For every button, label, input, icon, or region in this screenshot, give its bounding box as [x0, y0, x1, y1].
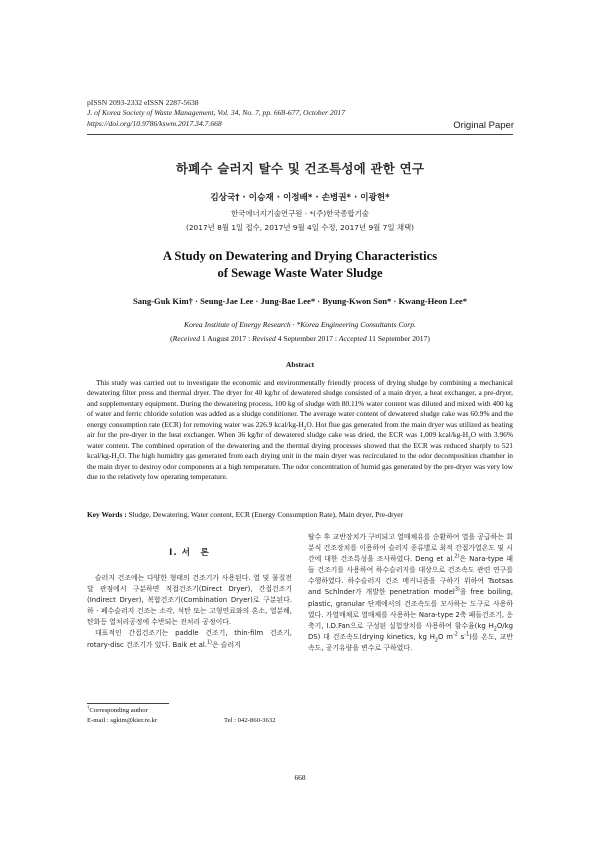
- footnote-tel: Tel : 042-860-3632: [224, 717, 276, 724]
- citation-ref: 1): [206, 640, 212, 646]
- abstract-part-4: O. The high humidity gas generated from each drying unit in the main dryer was recirculated to the odor decomposition chamber in the main dryer to destroy odor components at a high temperature. The odor concentration of humid gas generated by the pre-dryer was very low due to the relatively low operating temperature.: [87, 451, 513, 482]
- received-label: Received: [172, 334, 201, 343]
- text: O/kg DS) 대 건조속도(drying kinetics, kg H: [308, 621, 513, 641]
- english-dates: (Received 1 August 2017 : Revised 4 September 2017 : Accepted 11 September 2017): [170, 334, 430, 343]
- text: )를 온도, 교반속도, 공기유량을 변수로 구하였다.: [308, 632, 513, 652]
- dagger-mark: †: [87, 705, 90, 711]
- keywords-label: Key Words :: [87, 510, 127, 519]
- korean-authors: 김상국† · 이승재 · 이정배* · 손병권* · 이광헌*: [210, 193, 390, 203]
- text: 탈수 후 교반장치가 구비되고 열매체유를 순환하여 열을 공급하는 회분식 건조장치를 이용하여 슬러지 종류별로 최적 간접가열온도 및 시간에 대한 건조특성을 조사하였다. Deng et al.: [308, 533, 513, 564]
- article-type: Original Paper: [453, 120, 514, 131]
- english-authors: Sang-Guk Kim† · Seung-Jae Lee · Jung-Bae Lee* · Byung-Kwon Son* · Kwang-Heon Lee*: [133, 296, 467, 306]
- text: s: [457, 632, 465, 641]
- english-title-line1: A Study on Dewatering and Drying Characteristics: [162, 249, 438, 263]
- korean-title: 하폐수 슬러지 탈수 및 건조특성에 관한 연구: [175, 161, 425, 176]
- intro-paragraph-1: 슬러지 건조에는 다양한 형태의 건조기가 사용된다. 열 및 물질전달 관점에서 구분하면 직접건조기(Direct Dryer), 간접건조기(Indirect Dryer), 복합건조기(Combination Dryer)로 구분된다. 하 · 폐수슬러지 건조는 소각, 석탄 또는 고형연료와의 혼소, 열분해, 탄화등 열처리공정에 수반되는 전처리 공정이다.: [87, 574, 292, 627]
- corresponding-label: Corresponding author: [89, 707, 148, 714]
- doi-link[interactable]: https://doi.org/10.9786/kswm.2017.34.7.668: [87, 118, 222, 128]
- revised-label: Revised: [252, 334, 276, 343]
- superscript: -2: [452, 632, 458, 638]
- subscript: 2: [493, 627, 497, 633]
- abstract-part-1: This study was carried out to investigate the economic and environmentally friendly process of drying sludge by combining a mechanical dewatering filter press and thermal dryer. The dryer for 40 kg/hr of dewatered sludge consisted of a main dryer, a heat exchanger, a pre-dryer, and supplementary equipment. During the dewatering process, 100 kg of sludge with 80.11% water content was diluted and mixed with 400 kg of water and ferric chloride solution was added as a sludge conditioner. The average water content of dewatered sludge cake was 60.9% and the energy consumption rate (ECR) for removing water was 226.9 kcal/kg-H: [87, 378, 513, 429]
- revised-date: 4 September 2017: [277, 334, 333, 343]
- english-affiliation: Korea Institute of Energy Research · *Korea Engineering Consultants Corp.: [184, 320, 416, 329]
- journal-meta: [87, 98, 345, 129]
- section-heading: I. 서 론: [169, 548, 210, 558]
- issn-line: pISSN 2093-2332 eISSN 2287-5638: [87, 98, 199, 107]
- accepted-label: Accepted: [338, 334, 367, 343]
- intro-paragraph-2: [87, 628, 292, 650]
- superscript: -1: [464, 632, 470, 638]
- english-title-line2: of Sewage Waste Water Sludge: [217, 265, 383, 280]
- korean-dates: (2017년 8월 1일 접수, 2017년 9월 4일 수정, 2017년 9월 7일 채택): [185, 223, 415, 232]
- footnote-email[interactable]: E-mail : sgkim@kier.re.kr: [87, 717, 158, 724]
- right-column: [308, 532, 513, 654]
- korean-affiliation: 한국에너지기술연구원 · *(주)한국종합기술: [231, 209, 369, 218]
- subscript: 2: [434, 638, 438, 644]
- text: O m: [437, 632, 453, 641]
- text: 을 free boiling, plastic, granular 단계에서의 건조속도를 모사하는 도구로 사용하였다. 가열매체로 열매체를 사용하는 Nara-type 2축 패들건조기, 응축기, I.D.Fan으로 구성된 실험장치를 사용하여 함수율(kg H: [308, 588, 513, 630]
- corresponding-author: [87, 706, 292, 716]
- abstract-text: [87, 378, 513, 483]
- text: 은 Nara-type 패들 건조기를 사용하여 하수슬러지를 대상으로 건조속도 관련 연구를 수행하였다. 하수슬러지 건조 메커니즘을 구하기 위하여 Tsotsas and Schlnder가 개발한 penetration model: [308, 555, 513, 597]
- citation-ref: 3): [454, 588, 460, 594]
- subscript: 2: [468, 435, 471, 442]
- text: 대표적인 간접건조기는 paddle 건조기, thin-film 건조기, rotary-disc 건조기가 있다. Baik et al.: [87, 629, 292, 649]
- received-date: 1 August 2017: [201, 334, 247, 343]
- text: 은 슬러지: [211, 640, 241, 649]
- footnote: [87, 706, 292, 726]
- subscript: 2: [303, 425, 307, 432]
- citation-ref: 2): [454, 554, 460, 560]
- keywords-text: Sludge, Dewatering, Water content, ECR (Energy Consumption Rate), Main dryer, Pre-dryer: [128, 510, 404, 519]
- left-column: [87, 573, 292, 651]
- page-number: 668: [294, 773, 306, 782]
- accepted-date: 11 September 2017: [368, 334, 428, 343]
- abstract-heading: Abstract: [285, 360, 315, 369]
- english-title: [87, 248, 513, 281]
- keywords: [87, 510, 513, 519]
- journal-citation: J. of Korea Society of Waste Management, Vol. 34, No. 7, pp. 668-677, October 2017: [87, 108, 346, 118]
- abstract-part-3: O with 3.96% water content. The combined operation of the dewatering and the thermal drying processes showed that the ECR was reduced sharply to 521 kcal/kg-H: [87, 430, 513, 461]
- footnote-divider: [87, 703, 169, 704]
- intro-paragraph-3: [308, 532, 513, 654]
- abstract-part-2: O. Hot flue gas generated from the main dryer was utilized as heating air for the pre-dryer in the heat exchanger. When 36 kg/hr of dewatered sludge cake was dried, the ECR was 1,009 kcal/kg-H: [87, 419, 514, 440]
- header-divider: [87, 134, 513, 135]
- subscript: 2: [116, 456, 120, 463]
